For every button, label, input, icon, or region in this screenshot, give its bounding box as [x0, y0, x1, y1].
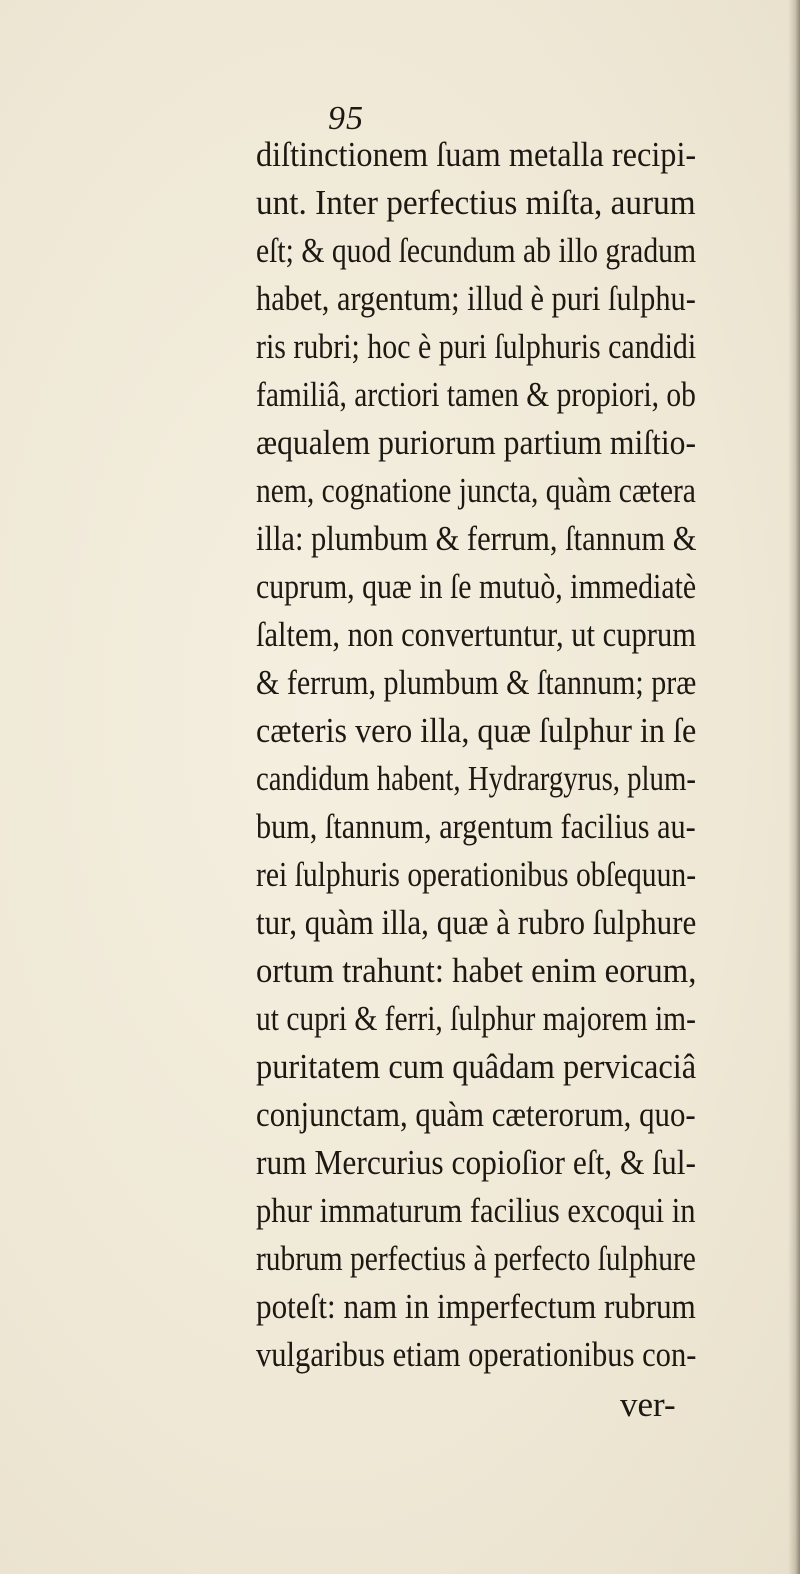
- text-line: illa: plumbum & ferrum, ſtannum &: [256, 519, 697, 558]
- text-line: rum Mercurius copioſior eſt, & ſul-: [256, 1143, 696, 1182]
- text-line: rei ſulphuris operationibus obſequun-: [256, 855, 697, 894]
- text-line: ris rubri; hoc è puri ſulphuris candidi: [256, 327, 697, 366]
- text-line: æqualem puriorum partium miſtio-: [256, 423, 697, 462]
- text-line: ortum trahunt: habet enim eorum,: [256, 951, 697, 990]
- text-line: diſtinctionem ſuam metalla recipi-: [256, 135, 697, 174]
- text-line: ſaltem, non convertuntur, ut cuprum: [256, 615, 697, 654]
- text-line: cæteris vero illa, quæ ſulphur in ſe: [256, 711, 697, 750]
- text-line: nem, cognatione juncta, quàm cætera: [256, 471, 696, 510]
- catchword: ver-: [620, 1385, 676, 1424]
- text-line: conjunctam, quàm cæterorum, quo-: [256, 1095, 696, 1134]
- text-line: vulgaribus etiam operationibus con-: [256, 1335, 697, 1374]
- text-line: familiâ, arctiori tamen & propiori, ob: [256, 375, 696, 414]
- text-line: habet, argentum; illud è puri ſulphu-: [256, 279, 696, 318]
- page-edge-shadow: [788, 0, 800, 1574]
- text-line: cuprum, quæ in ſe mutuò, immediatè: [256, 567, 697, 606]
- text-line: bum, ſtannum, argentum facilius au-: [256, 807, 696, 846]
- page-number: 95: [328, 100, 364, 137]
- text-line: poteſt: nam in imperfectum rubrum: [256, 1287, 696, 1326]
- text-line: unt. Inter perfectius miſta, aurum: [256, 183, 696, 222]
- text-line: rubrum perfectius à perfecto ſulphure: [256, 1239, 696, 1278]
- text-line: tur, quàm illa, quæ à rubro ſulphure: [256, 903, 697, 942]
- text-line: ut cupri & ferri, ſulphur majorem im-: [256, 999, 696, 1038]
- text-line: eſt; & quod ſecundum ab illo gradum: [256, 231, 697, 270]
- text-line: puritatem cum quâdam pervicaciâ: [256, 1047, 697, 1086]
- text-line: candidum habent, Hydrargyrus, plum-: [256, 759, 696, 798]
- text-line: phur immaturum facilius excoqui in: [256, 1191, 696, 1230]
- text-line: & ferrum, plumbum & ſtannum; præ: [256, 663, 697, 702]
